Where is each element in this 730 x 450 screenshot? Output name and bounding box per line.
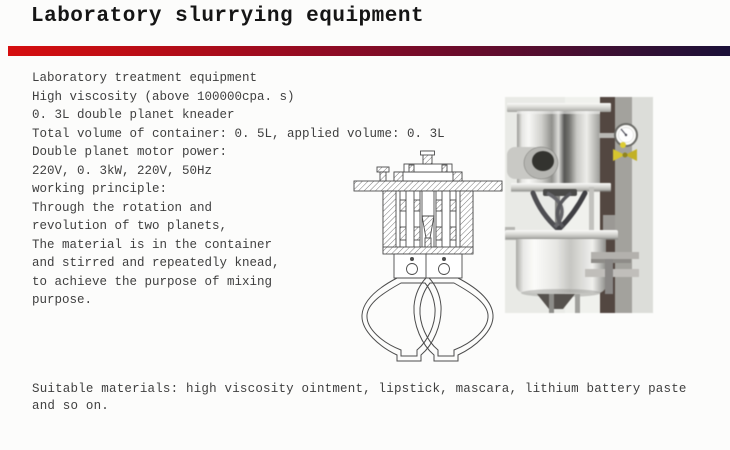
kneader-cross-section-diagram (350, 148, 510, 366)
spec-line: 0. 3L double planet kneader (32, 108, 235, 122)
diagram-mounting-plate (354, 151, 502, 191)
diagram-gearbox-body (383, 191, 473, 254)
spec-line: Total volume of container: 0. 5L, applied volume: 0. 3L (32, 126, 445, 141)
spec-line: Through the rotation and (32, 200, 213, 215)
spec-line: to achieve the purpose of mixing (32, 274, 273, 289)
spec-line: The material is in the container (32, 237, 273, 252)
footer-line: Suitable materials: high viscosity ointment, lipstick, mascara, lithium battery paste (32, 382, 687, 396)
diagram-planet-paddles (362, 278, 493, 361)
diagram-couplings (394, 254, 462, 278)
spec-line: Laboratory treatment equipment (32, 71, 258, 85)
gradient-divider-bar (8, 46, 730, 56)
spec-line: revolution of two planets, (32, 219, 228, 233)
spec-line: and stirred and repeatedly knead, (32, 256, 280, 270)
spec-line: purpose. (32, 293, 93, 307)
kneader-photo (505, 97, 653, 313)
page-title: Laboratory slurrying equipment (31, 5, 425, 28)
spec-line: working principle: (32, 182, 168, 196)
spec-line: Double planet motor power: (32, 145, 228, 159)
spec-line: 220V, 0. 3kW, 220V, 50Hz (32, 163, 213, 178)
footer-line: and so on. (32, 398, 110, 413)
footer-text-block (32, 381, 722, 414)
mixer-head (507, 103, 611, 192)
spec-line: High viscosity (above 100000cpa. s) (32, 89, 295, 104)
